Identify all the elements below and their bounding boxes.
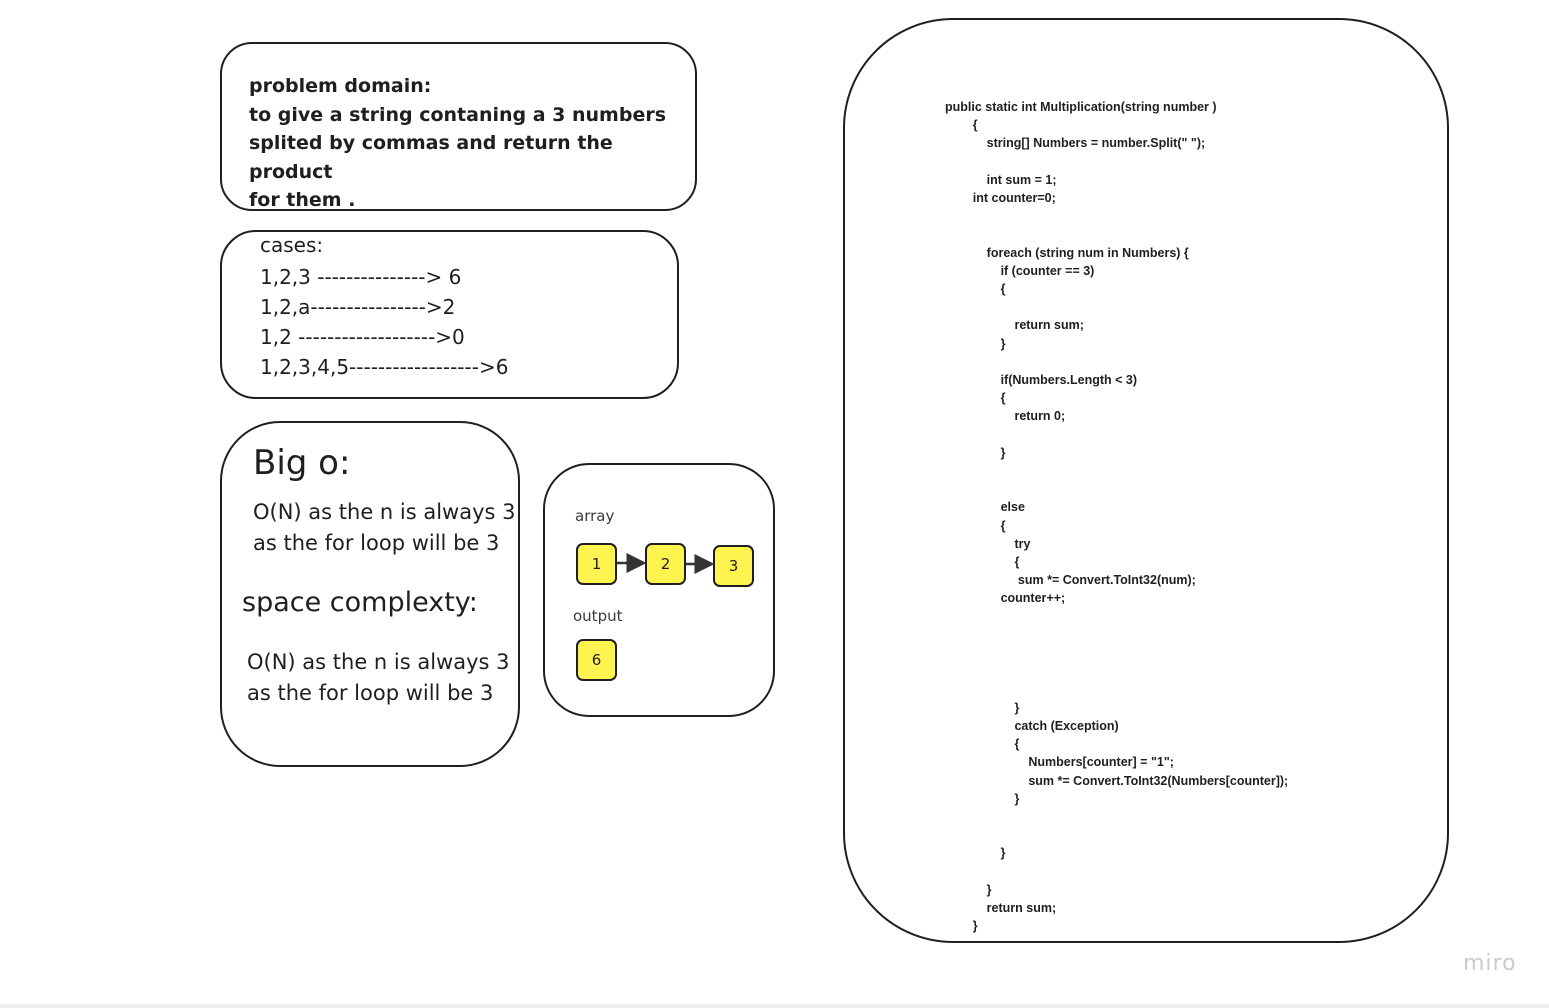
case-item: 1,2,3 ---------------> 6	[260, 265, 462, 289]
code-block: public static int Multiplication(string number ) { string[] Numbers = number.Split(" "); int sum = 1; int counter=0; foreach (string num in Numbers) { if (counter == 3) { return sum; } if(Numbers.Length < 3) { return 0; } else { try { sum *= Convert.ToInt32(num); counter++; } catch (Exception) { Numbers[counter] = "1"; sum *= Convert.ToInt32(Numbers[counter]); } } } return sum; }	[945, 100, 1289, 934]
case-item: 1,2 ------------------->0	[260, 325, 465, 349]
array-label: array	[575, 507, 615, 525]
cases-card[interactable]	[220, 230, 679, 399]
array-diagram-card[interactable]	[543, 463, 775, 717]
cases-title: cases:	[260, 233, 324, 257]
problem-domain-text: problem domain: to give a string contaning a 3 numbers splited by commas and return the product for them .	[249, 75, 667, 211]
space-complexity-text: O(N) as the n is always 3 as the for loop will be 3	[247, 650, 510, 705]
output-label: output	[573, 607, 623, 625]
case-item: 1,2,a---------------->2	[260, 295, 456, 319]
cases-list	[260, 262, 508, 382]
case-item: 1,2,3,4,5------------------>6	[260, 355, 509, 379]
big-o-text: O(N) as the n is always 3 as the for loop will be 3	[253, 500, 516, 555]
space-complexity-title: space complexty:	[242, 587, 478, 618]
big-o-title: Big o:	[253, 443, 351, 483]
miro-logo: miro	[1463, 951, 1517, 976]
problem-domain-card[interactable]	[220, 42, 697, 211]
bottom-toolbar-edge	[0, 1004, 1549, 1008]
code-card[interactable]	[843, 18, 1449, 943]
array-node[interactable]: 2	[645, 543, 686, 585]
array-node[interactable]: 3	[713, 545, 754, 587]
complexity-card[interactable]	[220, 421, 520, 767]
output-node[interactable]: 6	[576, 639, 617, 681]
array-node[interactable]: 1	[576, 543, 617, 585]
